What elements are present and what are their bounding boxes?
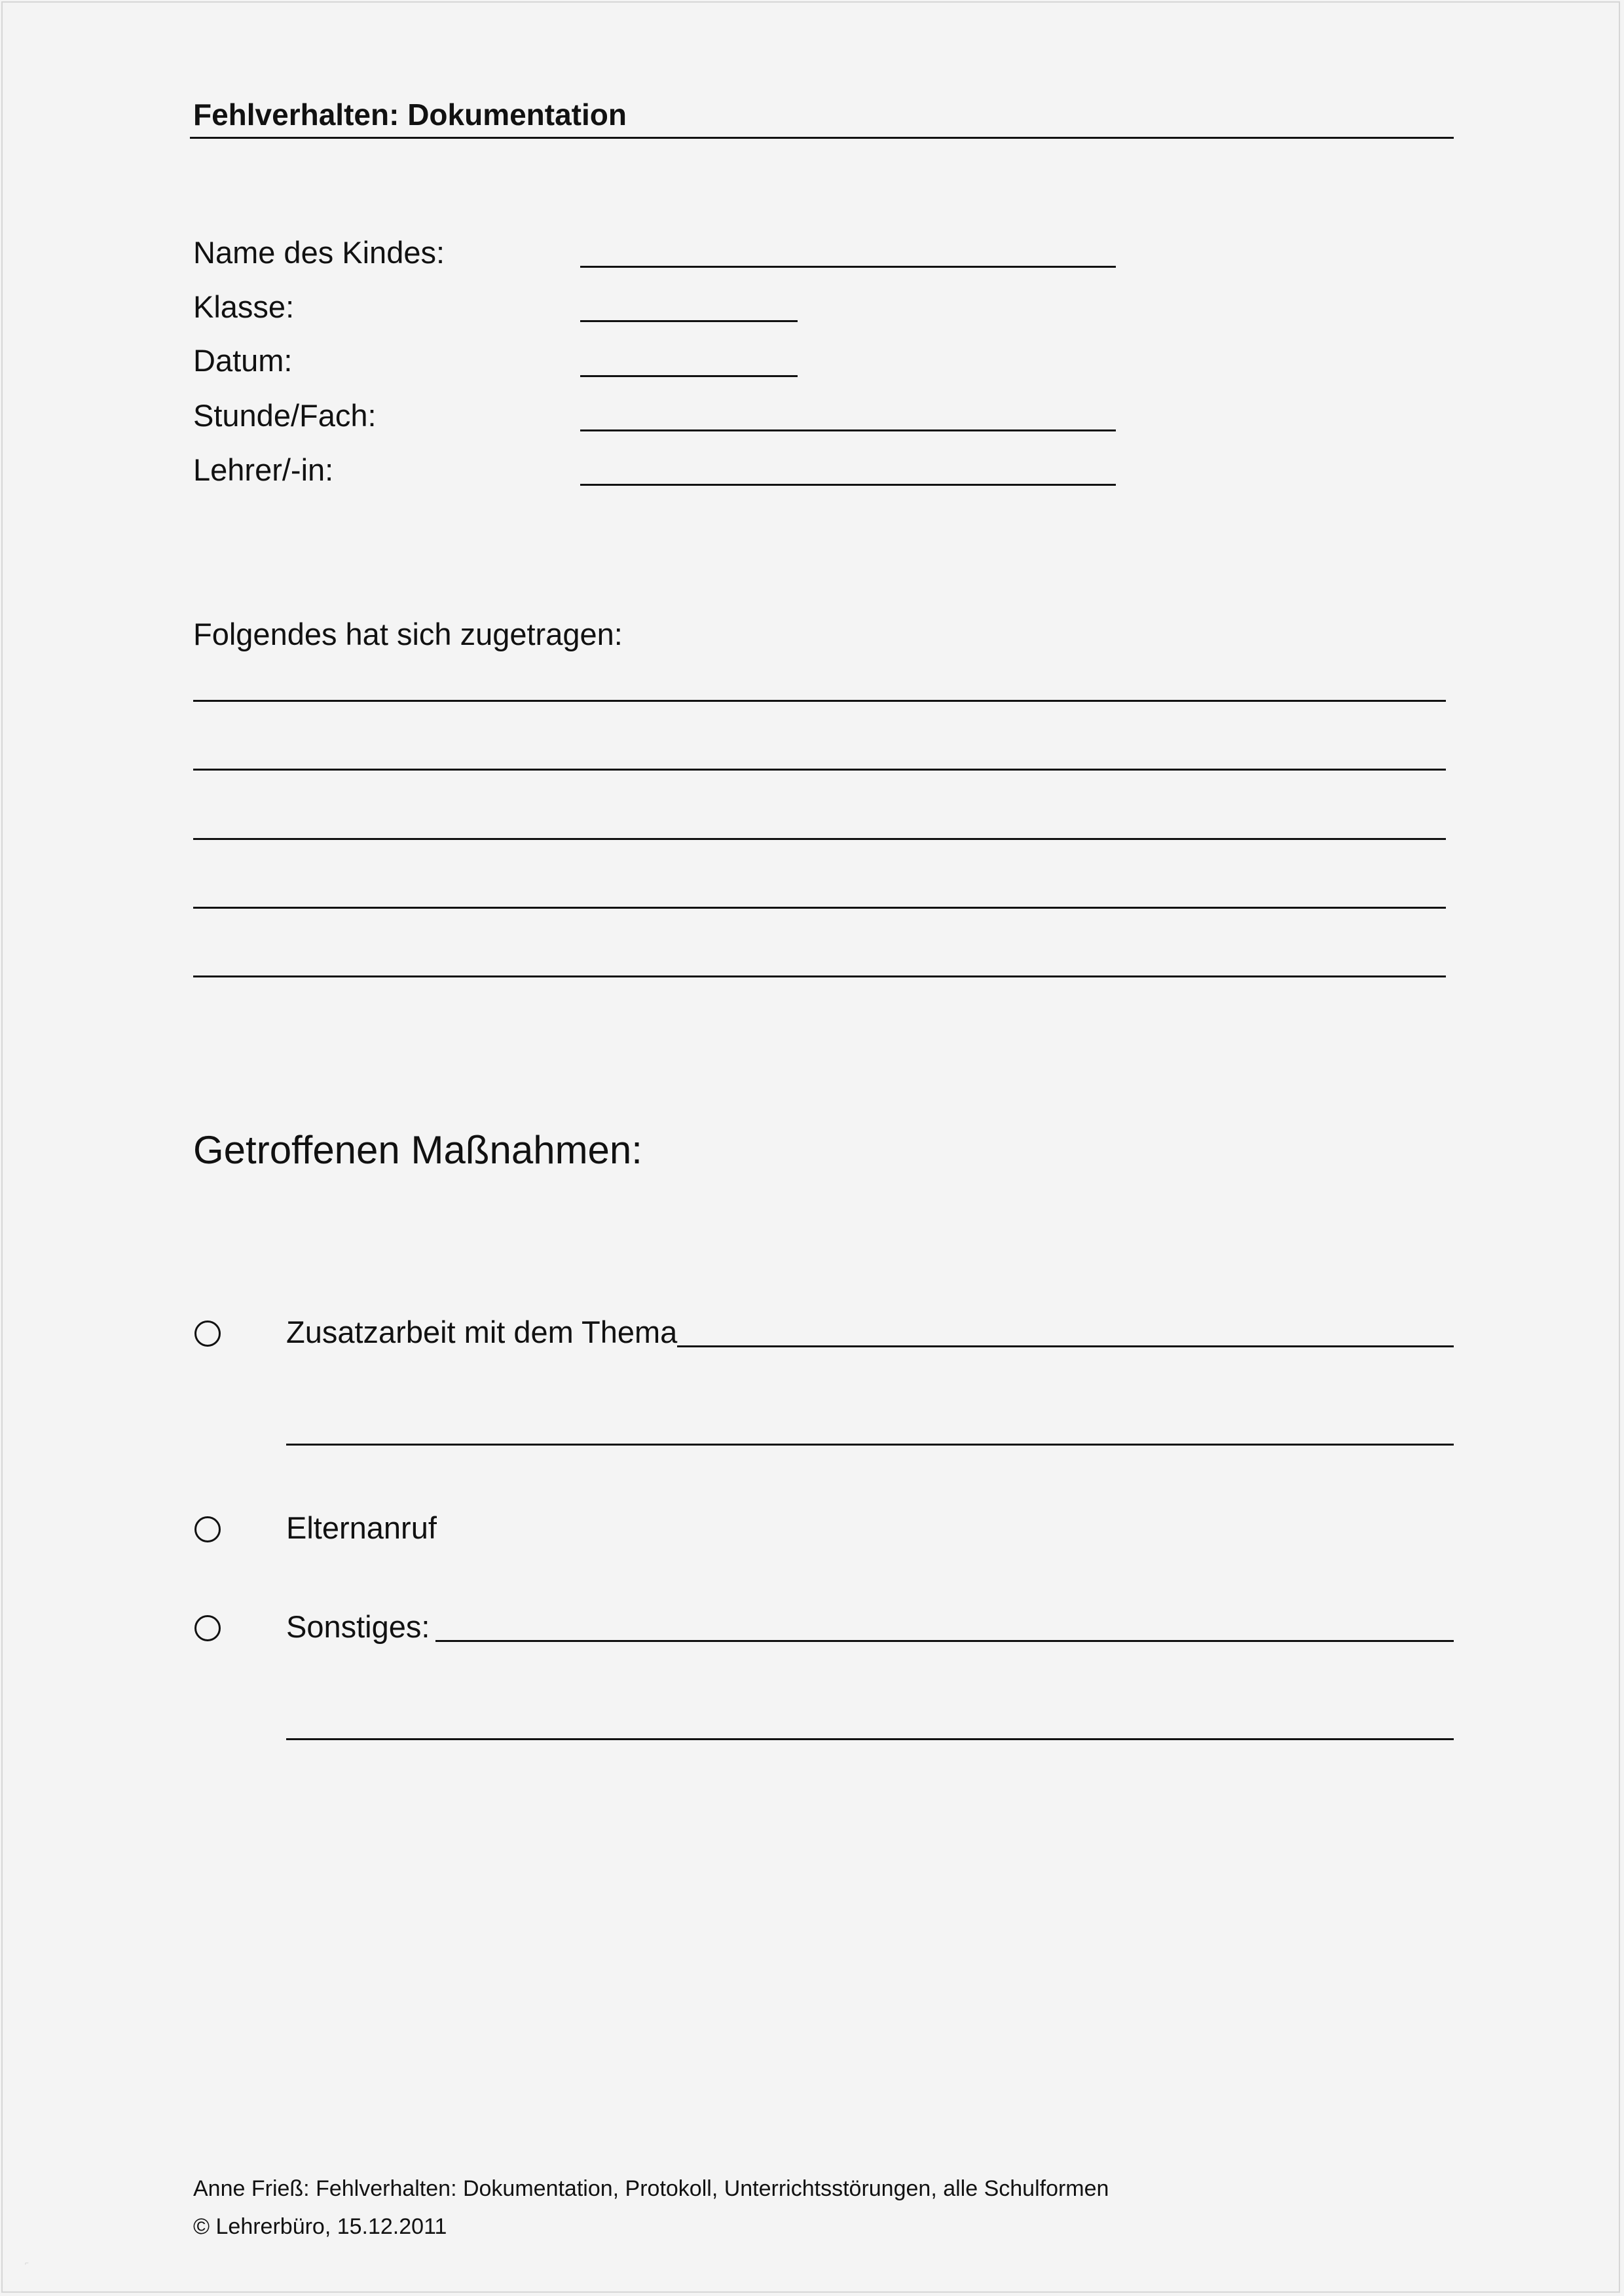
incident-line[interactable] [193, 907, 1446, 909]
field-label-class: Klasse: [193, 289, 295, 324]
field-label-teacher: Lehrer/-in: [193, 452, 334, 487]
option-parent-call-radio[interactable] [194, 1516, 221, 1542]
option-additional-work-label: Zusatzarbeit mit dem Thema [286, 1315, 678, 1349]
field-label-lesson-subject: Stunde/Fach: [193, 398, 377, 433]
measures-heading: Getroffenen Maßnahmen: [193, 1128, 642, 1172]
incident-line[interactable] [193, 838, 1446, 840]
incident-label: Folgendes hat sich zugetragen: [193, 617, 623, 651]
option-parent-call-label: Elternanruf [286, 1510, 437, 1545]
option-additional-work-topic-line[interactable] [677, 1345, 1454, 1347]
title-underline [190, 137, 1454, 139]
document-title: Fehlverhalten: Dokumentation [193, 98, 627, 132]
footer-copyright: © Lehrerbüro, 15.12.2011 [193, 2214, 447, 2239]
incident-line[interactable] [193, 700, 1446, 702]
option-other-label: Sonstiges: [286, 1609, 430, 1644]
field-line-lesson-subject[interactable] [580, 429, 1116, 431]
option-additional-work-continuation-line[interactable] [286, 1444, 1454, 1446]
option-other-line[interactable] [435, 1640, 1454, 1642]
field-line-teacher[interactable] [580, 484, 1116, 486]
incident-line[interactable] [193, 769, 1446, 771]
corner-mark: ⌐ [25, 2260, 29, 2267]
field-label-name: Name des Kindes: [193, 235, 445, 270]
option-other-continuation-line[interactable] [286, 1738, 1454, 1740]
option-additional-work-radio[interactable] [194, 1321, 221, 1347]
footer-citation: Anne Frieß: Fehlverhalten: Dokumentation, Protokoll, Unterrichtsstörungen, alle Schulformen [193, 2176, 1109, 2201]
field-line-class[interactable] [580, 320, 798, 322]
incident-line[interactable] [193, 975, 1446, 977]
option-other-radio[interactable] [194, 1615, 221, 1641]
field-label-date: Datum: [193, 343, 293, 378]
field-line-name[interactable] [580, 266, 1116, 268]
field-line-date[interactable] [580, 375, 798, 377]
